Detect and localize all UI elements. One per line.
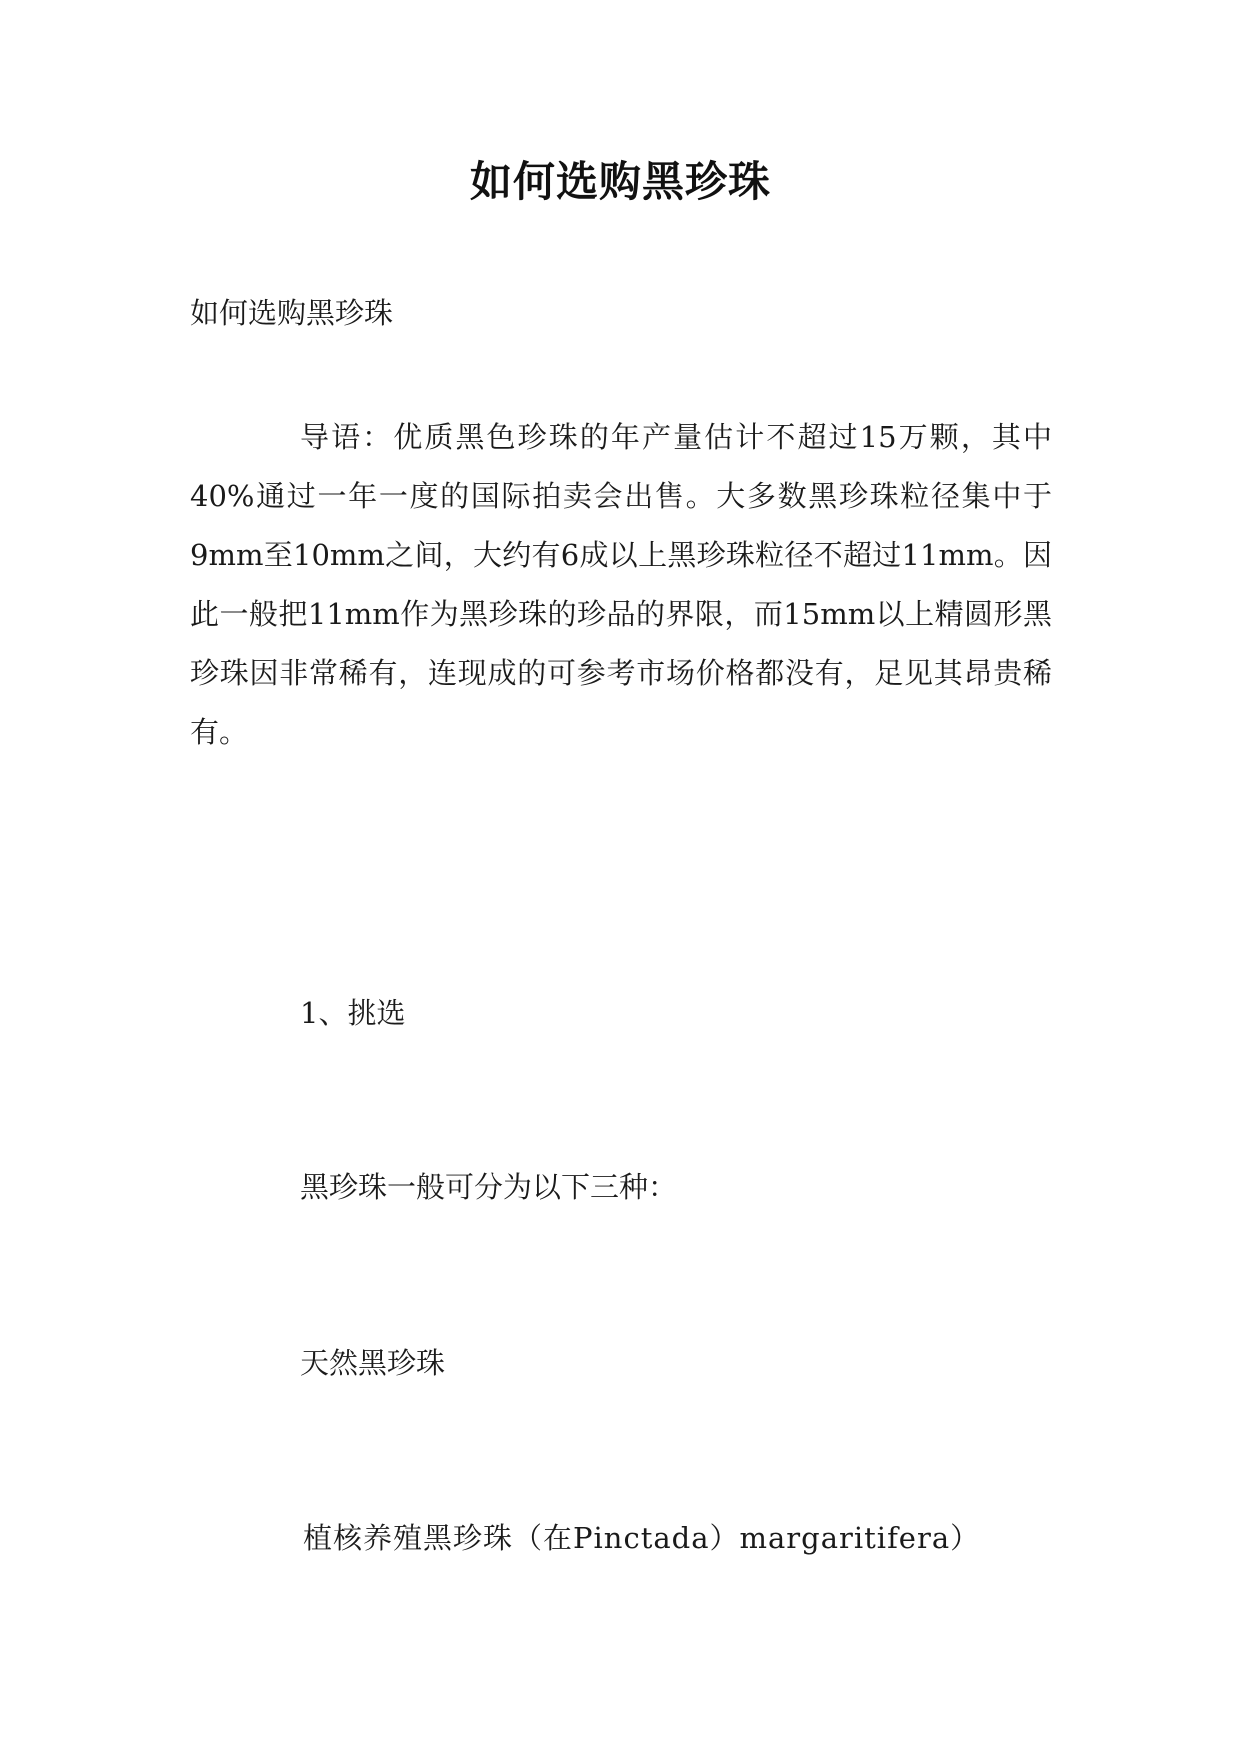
type-natural-paragraph: 天然黑珍珠: [300, 1346, 446, 1380]
type-nucleated-paragraph: 植核养殖黑珍珠（在Pinctada）margaritifera）: [303, 1521, 981, 1555]
section-heading-selection: 1、挑选: [300, 996, 406, 1030]
document-title: 如何选购黑珍珠: [469, 157, 771, 206]
intro-paragraph: 导语：优质黑色珍珠的年产量估计不超过15万颗，其中40%通过一年一度的国际拍卖会出售。大多数黑珍珠粒径集中于9mm至10mm之间，大约有6成以上黑珍珠粒径不超过11mm。因此一般把11mm作为黑珍珠的珍品的界限，而15mm以上精圆形黑珍珠因非常稀有，连现成的可参考市场价格都没有，足见其昂贵稀有。: [190, 420, 1052, 749]
types-intro-paragraph: 黑珍珠一般可分为以下三种：: [300, 1170, 678, 1204]
document-subtitle: 如何选购黑珍珠: [190, 296, 394, 330]
